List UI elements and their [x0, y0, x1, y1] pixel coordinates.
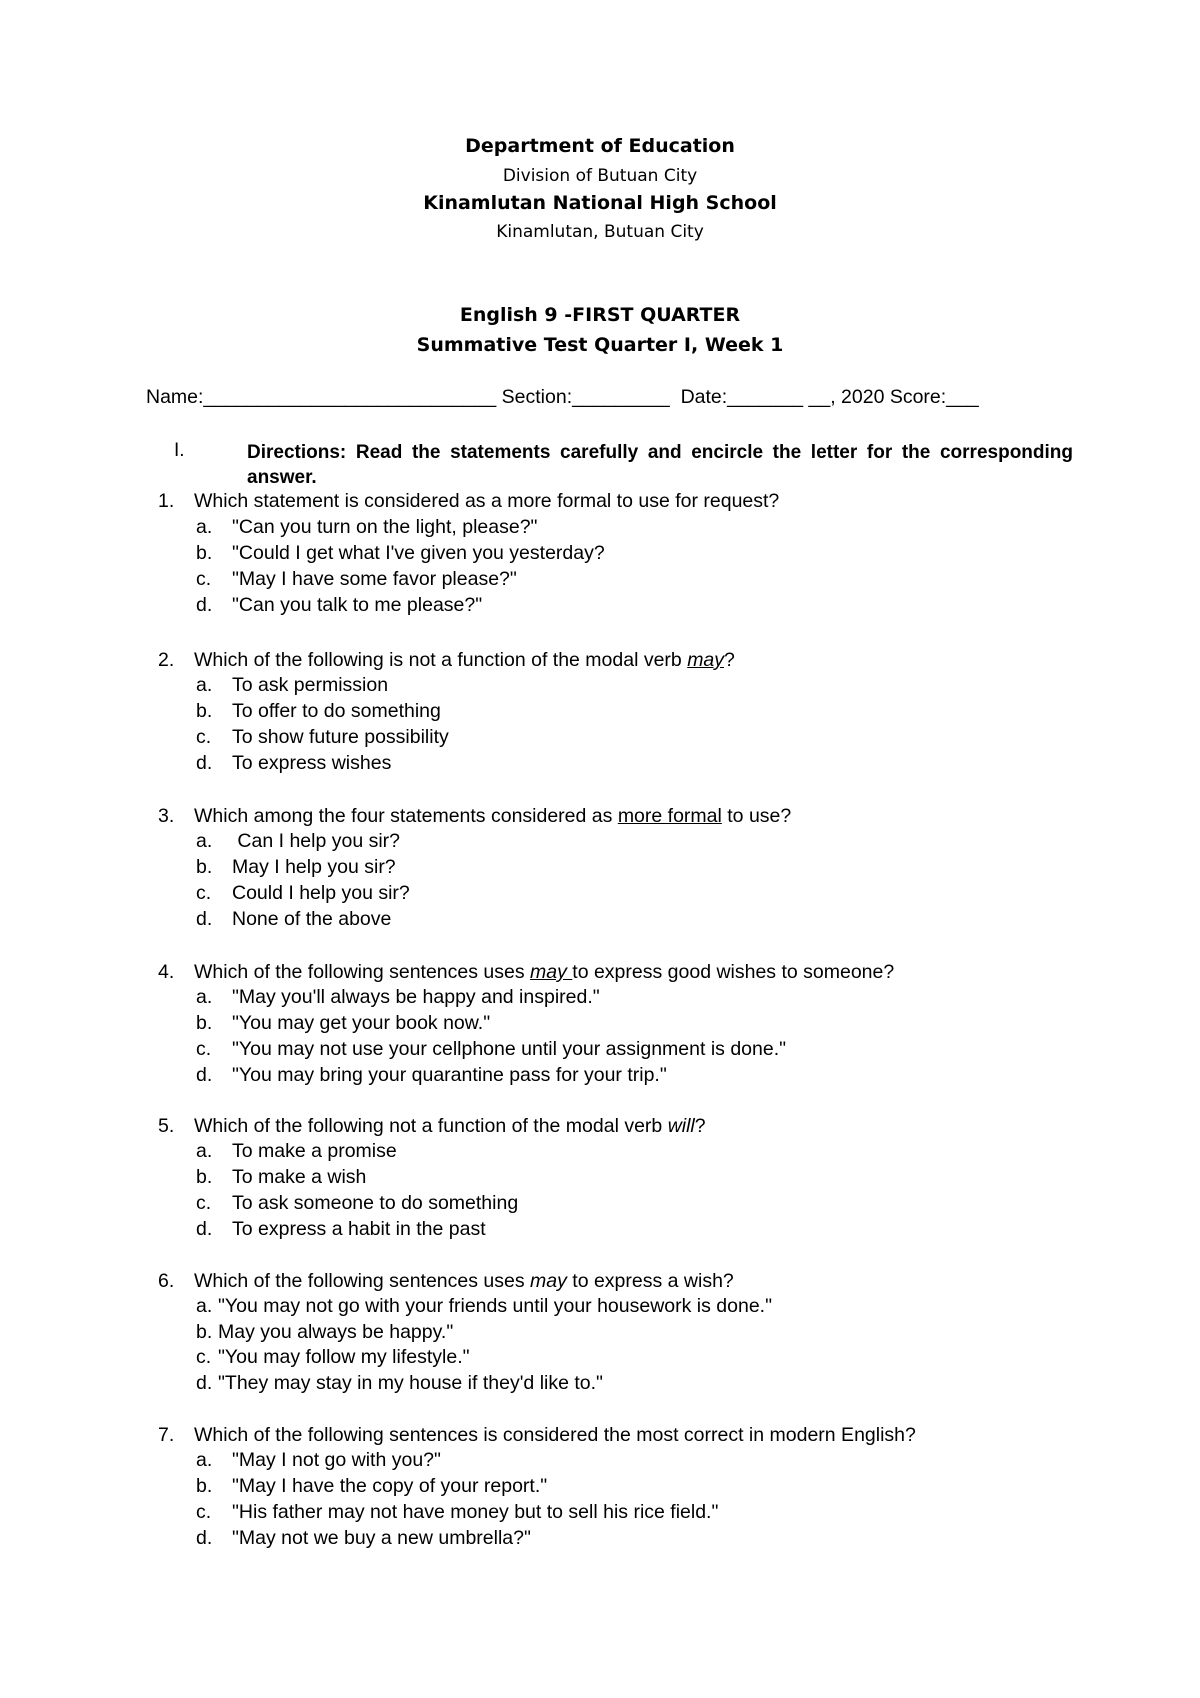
question-6	[158, 1269, 734, 1294]
option-text: None of the above	[232, 908, 392, 930]
option-4a	[196, 986, 600, 1009]
question-number: 5.	[158, 1115, 175, 1137]
option-7d	[196, 1527, 531, 1550]
question-emphasis: more formal	[617, 805, 722, 827]
option-text: To express a habit in the past	[232, 1218, 486, 1240]
option-letter: a.	[196, 674, 213, 696]
option-letter: d.	[196, 594, 213, 616]
question-4	[158, 960, 894, 985]
option-text: "You may get your book now."	[232, 1012, 491, 1034]
option-letter: b.	[196, 1321, 213, 1343]
option-1b	[196, 542, 605, 565]
question-7	[158, 1423, 916, 1448]
option-1c	[196, 568, 517, 591]
option-letter: a.	[196, 986, 213, 1008]
option-text: May I help you sir?	[232, 856, 396, 878]
question-number: 1.	[158, 490, 175, 512]
question-text: Which of the following not a function of the modal verb	[194, 1115, 668, 1137]
option-letter: c.	[196, 568, 212, 590]
question-number: 2.	[158, 649, 175, 671]
question-emphasis: may	[687, 649, 725, 671]
option-3d	[196, 908, 391, 931]
question-number: 3.	[158, 805, 175, 827]
option-letter: a.	[196, 830, 213, 852]
option-7b	[196, 1475, 547, 1498]
test-title: Summative Test Quarter I, Week 1	[416, 334, 784, 356]
option-2c	[196, 726, 449, 749]
school-address: Kinamlutan, Butuan City	[496, 222, 704, 242]
department-heading: Department of Education	[465, 135, 735, 157]
option-6d	[196, 1372, 603, 1395]
question-5	[158, 1114, 706, 1139]
question-text: Which of the following sentences uses	[194, 1270, 531, 1292]
question-text-end: to express a wish?	[566, 1270, 734, 1292]
option-text: "You may follow my lifestyle."	[218, 1346, 470, 1368]
directions-text: Directions: Read the statements carefully and encircle the letter for the corresponding answer.	[247, 442, 1073, 488]
option-2b	[196, 700, 441, 723]
option-letter: d.	[196, 1218, 213, 1240]
subject-title: English 9 -FIRST QUARTER	[459, 304, 741, 326]
option-5d	[196, 1218, 486, 1241]
option-letter: a.	[196, 1295, 213, 1317]
option-letter: c.	[196, 1346, 212, 1368]
question-text: Which among the four statements considered as	[194, 805, 618, 827]
option-text: "You may not go with your friends until your housework is done."	[218, 1295, 773, 1317]
option-text: "You may bring your quarantine pass for your trip."	[232, 1064, 667, 1086]
question-text: Which statement is considered as a more formal to use for request?	[194, 490, 780, 512]
option-text: "May I have the copy of your report."	[232, 1475, 548, 1497]
option-letter: b.	[196, 1012, 213, 1034]
option-text: "They may stay in my house if they'd like to."	[218, 1372, 603, 1394]
option-text: To make a wish	[232, 1166, 367, 1188]
option-2a	[196, 674, 388, 697]
option-5b	[196, 1166, 366, 1189]
division-line: Division of Butuan City	[502, 166, 698, 186]
option-1a	[196, 516, 537, 539]
option-text: "May I have some favor please?"	[232, 568, 517, 590]
option-text: "Can you talk to me please?"	[232, 594, 483, 616]
option-6b	[196, 1321, 453, 1344]
option-text: To show future possibility	[232, 726, 449, 748]
option-letter: d.	[196, 908, 213, 930]
option-3c	[196, 882, 410, 905]
option-text: "Could I get what I've given you yesterday?	[232, 542, 605, 564]
option-text: May you always be happy."	[218, 1321, 454, 1343]
option-1d	[196, 594, 482, 617]
option-text: To ask someone to do something	[232, 1192, 519, 1214]
option-letter: a.	[196, 1449, 213, 1471]
question-number: 6.	[158, 1270, 175, 1292]
question-text: Which of the following sentences uses	[194, 961, 531, 983]
option-letter: c.	[196, 726, 212, 748]
option-text: "You may not use your cellphone until your assignment is done."	[232, 1038, 787, 1060]
question-number: 4.	[158, 961, 175, 983]
question-3	[158, 804, 791, 829]
option-6c	[196, 1346, 470, 1369]
section-number: I.	[174, 440, 185, 461]
option-letter: b.	[196, 1475, 213, 1497]
question-1	[158, 489, 779, 514]
question-emphasis: may	[530, 1270, 567, 1292]
option-4c	[196, 1038, 786, 1061]
option-5a	[196, 1140, 397, 1163]
option-text: To express wishes	[232, 752, 392, 774]
option-7a	[196, 1449, 441, 1472]
question-text-end: ?	[724, 649, 735, 671]
option-letter: d.	[196, 1527, 213, 1549]
question-emphasis: may	[530, 961, 573, 983]
question-2	[158, 648, 735, 673]
option-letter: b.	[196, 856, 213, 878]
option-text: To offer to do something	[232, 700, 441, 722]
option-3b	[196, 856, 396, 879]
option-letter: c.	[196, 1501, 212, 1523]
question-text-end: to use?	[721, 805, 792, 827]
option-7c	[196, 1501, 718, 1524]
option-text: "Can you turn on the light, please?"	[232, 516, 538, 538]
option-letter: c.	[196, 882, 212, 904]
option-6a	[196, 1295, 772, 1318]
option-text: To ask permission	[232, 674, 389, 696]
option-text: "May I not go with you?"	[232, 1449, 441, 1471]
option-letter: c.	[196, 1038, 212, 1060]
option-letter: a.	[196, 516, 213, 538]
option-letter: d.	[196, 752, 213, 774]
option-4b	[196, 1012, 490, 1035]
option-letter: b.	[196, 542, 213, 564]
option-5c	[196, 1192, 518, 1215]
option-text: "His father may not have money but to sell his rice field."	[232, 1501, 719, 1523]
option-2d	[196, 752, 391, 775]
option-letter: c.	[196, 1192, 212, 1214]
question-text: Which of the following is not a function of the modal verb	[194, 649, 688, 671]
option-text: "May not we buy a new umbrella?"	[232, 1527, 531, 1549]
option-text: "May you'll always be happy and inspired."	[232, 986, 600, 1008]
option-letter: d.	[196, 1372, 213, 1394]
question-text-end: ?	[694, 1115, 706, 1137]
question-text-end: to express good wishes to someone?	[572, 961, 895, 983]
option-letter: a.	[196, 1140, 213, 1162]
option-text: Can I help you sir?	[232, 830, 401, 852]
question-text: Which of the following sentences is considered the most correct in modern English?	[194, 1424, 916, 1446]
option-letter: b.	[196, 1166, 213, 1188]
question-emphasis: will	[667, 1115, 695, 1137]
option-text: Could I help you sir?	[232, 882, 410, 904]
option-letter: b.	[196, 700, 213, 722]
school-name: Kinamlutan National High School	[423, 192, 777, 214]
option-letter: d.	[196, 1064, 213, 1086]
option-text: To make a promise	[232, 1140, 397, 1162]
question-number: 7.	[158, 1424, 175, 1446]
option-3a	[196, 830, 400, 853]
student-info-line: Name:___________________________ Section:_________ Date:_______ __, 2020 Score:___	[146, 386, 979, 408]
option-4d	[196, 1064, 667, 1087]
